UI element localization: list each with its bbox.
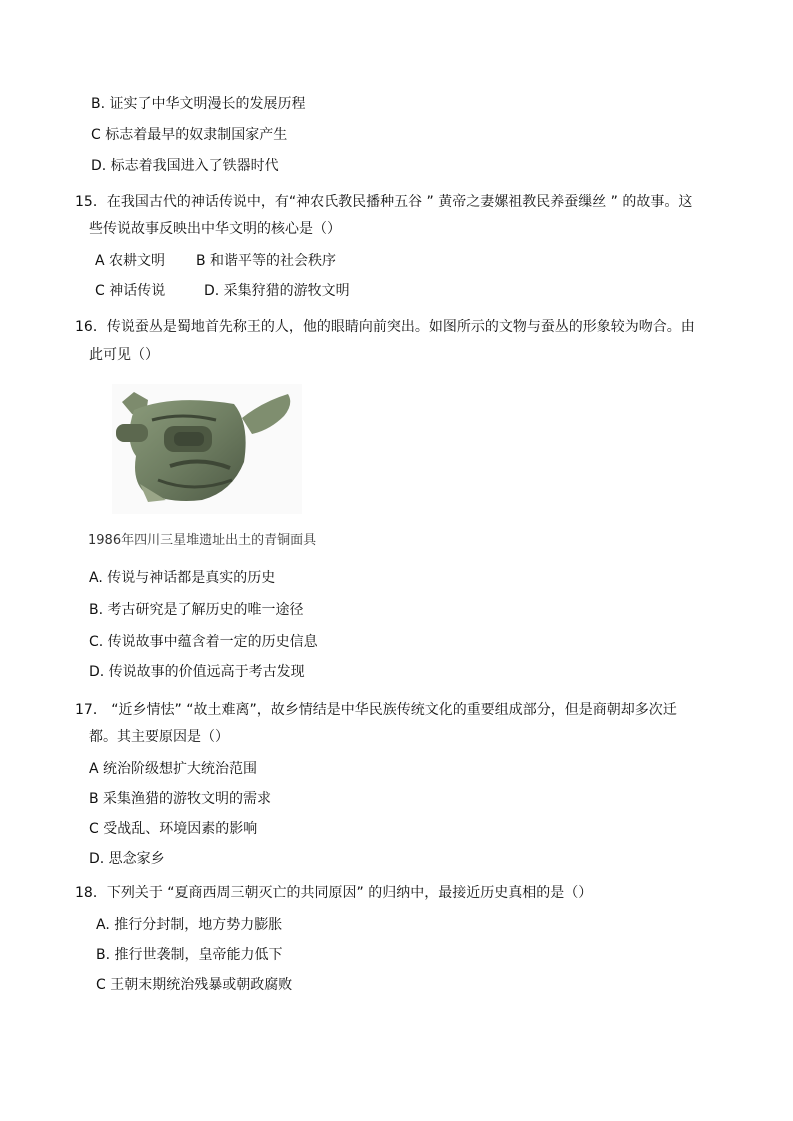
q16-option-d: D. 传说故事的价值远高于考古发现	[89, 664, 305, 680]
image-caption: 1986年四川三星堆遗址出土的青铜面具	[88, 533, 317, 548]
q18-stem-line1: 18．下列关于 “夏商西周三朝灭亡的共同原因” 的归纳中，最接近历史真相的是（）	[75, 885, 593, 901]
q18-option-a: A. 推行分封制，地方势力膨胀	[96, 917, 283, 933]
q17-option-c: C 受战乱、环境因素的影响	[89, 821, 258, 837]
q15-stem-line1: 15．在我国古代的神话传说中，有“神农氏教民播种五谷 ” 黄帝之妻嫘祖教民养蚕缫丝 ” 的故事。这	[75, 194, 693, 210]
q15-option-d: D. 采集狩猎的游牧文明	[204, 283, 350, 299]
q14-option-c: C 标志着最早的奴隶制国家产生	[91, 127, 288, 143]
q17-stem-line1: 17． “近乡情怯” “故土难离”，故乡情结是中华民族传统文化的重要组成部分，但是商朝却多次迁	[75, 702, 677, 718]
q16-option-b: B. 考古研究是了解历史的唯一途径	[89, 602, 304, 618]
q18-option-c: C 王朝末期统治残暴或朝政腐败	[96, 977, 293, 993]
q15-option-c: C 神话传说	[95, 283, 166, 299]
q18-option-b: B. 推行世袭制，皇帝能力低下	[96, 947, 283, 963]
q17-stem-line2: 都。其主要原因是（）	[89, 729, 229, 745]
q16-stem-line2: 此可见（）	[89, 347, 159, 363]
q15-option-b: B 和谐平等的社会秩序	[196, 253, 337, 269]
q16-option-a: A. 传说与神话都是真实的历史	[89, 570, 276, 586]
q15-stem-line2: 些传说故事反映出中华文明的核心是（）	[89, 221, 341, 237]
q16-stem-line1: 16．传说蚕丛是蜀地首先称王的人，他的眼睛向前突出。如图所示的文物与蚕丛的形象较为吻合。由	[75, 319, 695, 335]
q17-option-b: B 采集渔猎的游牧文明的需求	[89, 791, 272, 807]
q17-option-a: A 统治阶级想扩大统治范围	[89, 761, 258, 777]
q15-option-a: A 农耕文明	[95, 253, 166, 269]
q17-option-d: D. 思念家乡	[89, 851, 165, 867]
bronze-mask-image	[112, 384, 302, 514]
q14-option-b: B. 证实了中华文明漫长的发展历程	[91, 96, 306, 112]
q14-option-d: D. 标志着我国进入了铁器时代	[91, 158, 279, 174]
q16-option-c: C. 传说故事中蕴含着一定的历史信息	[89, 634, 318, 650]
